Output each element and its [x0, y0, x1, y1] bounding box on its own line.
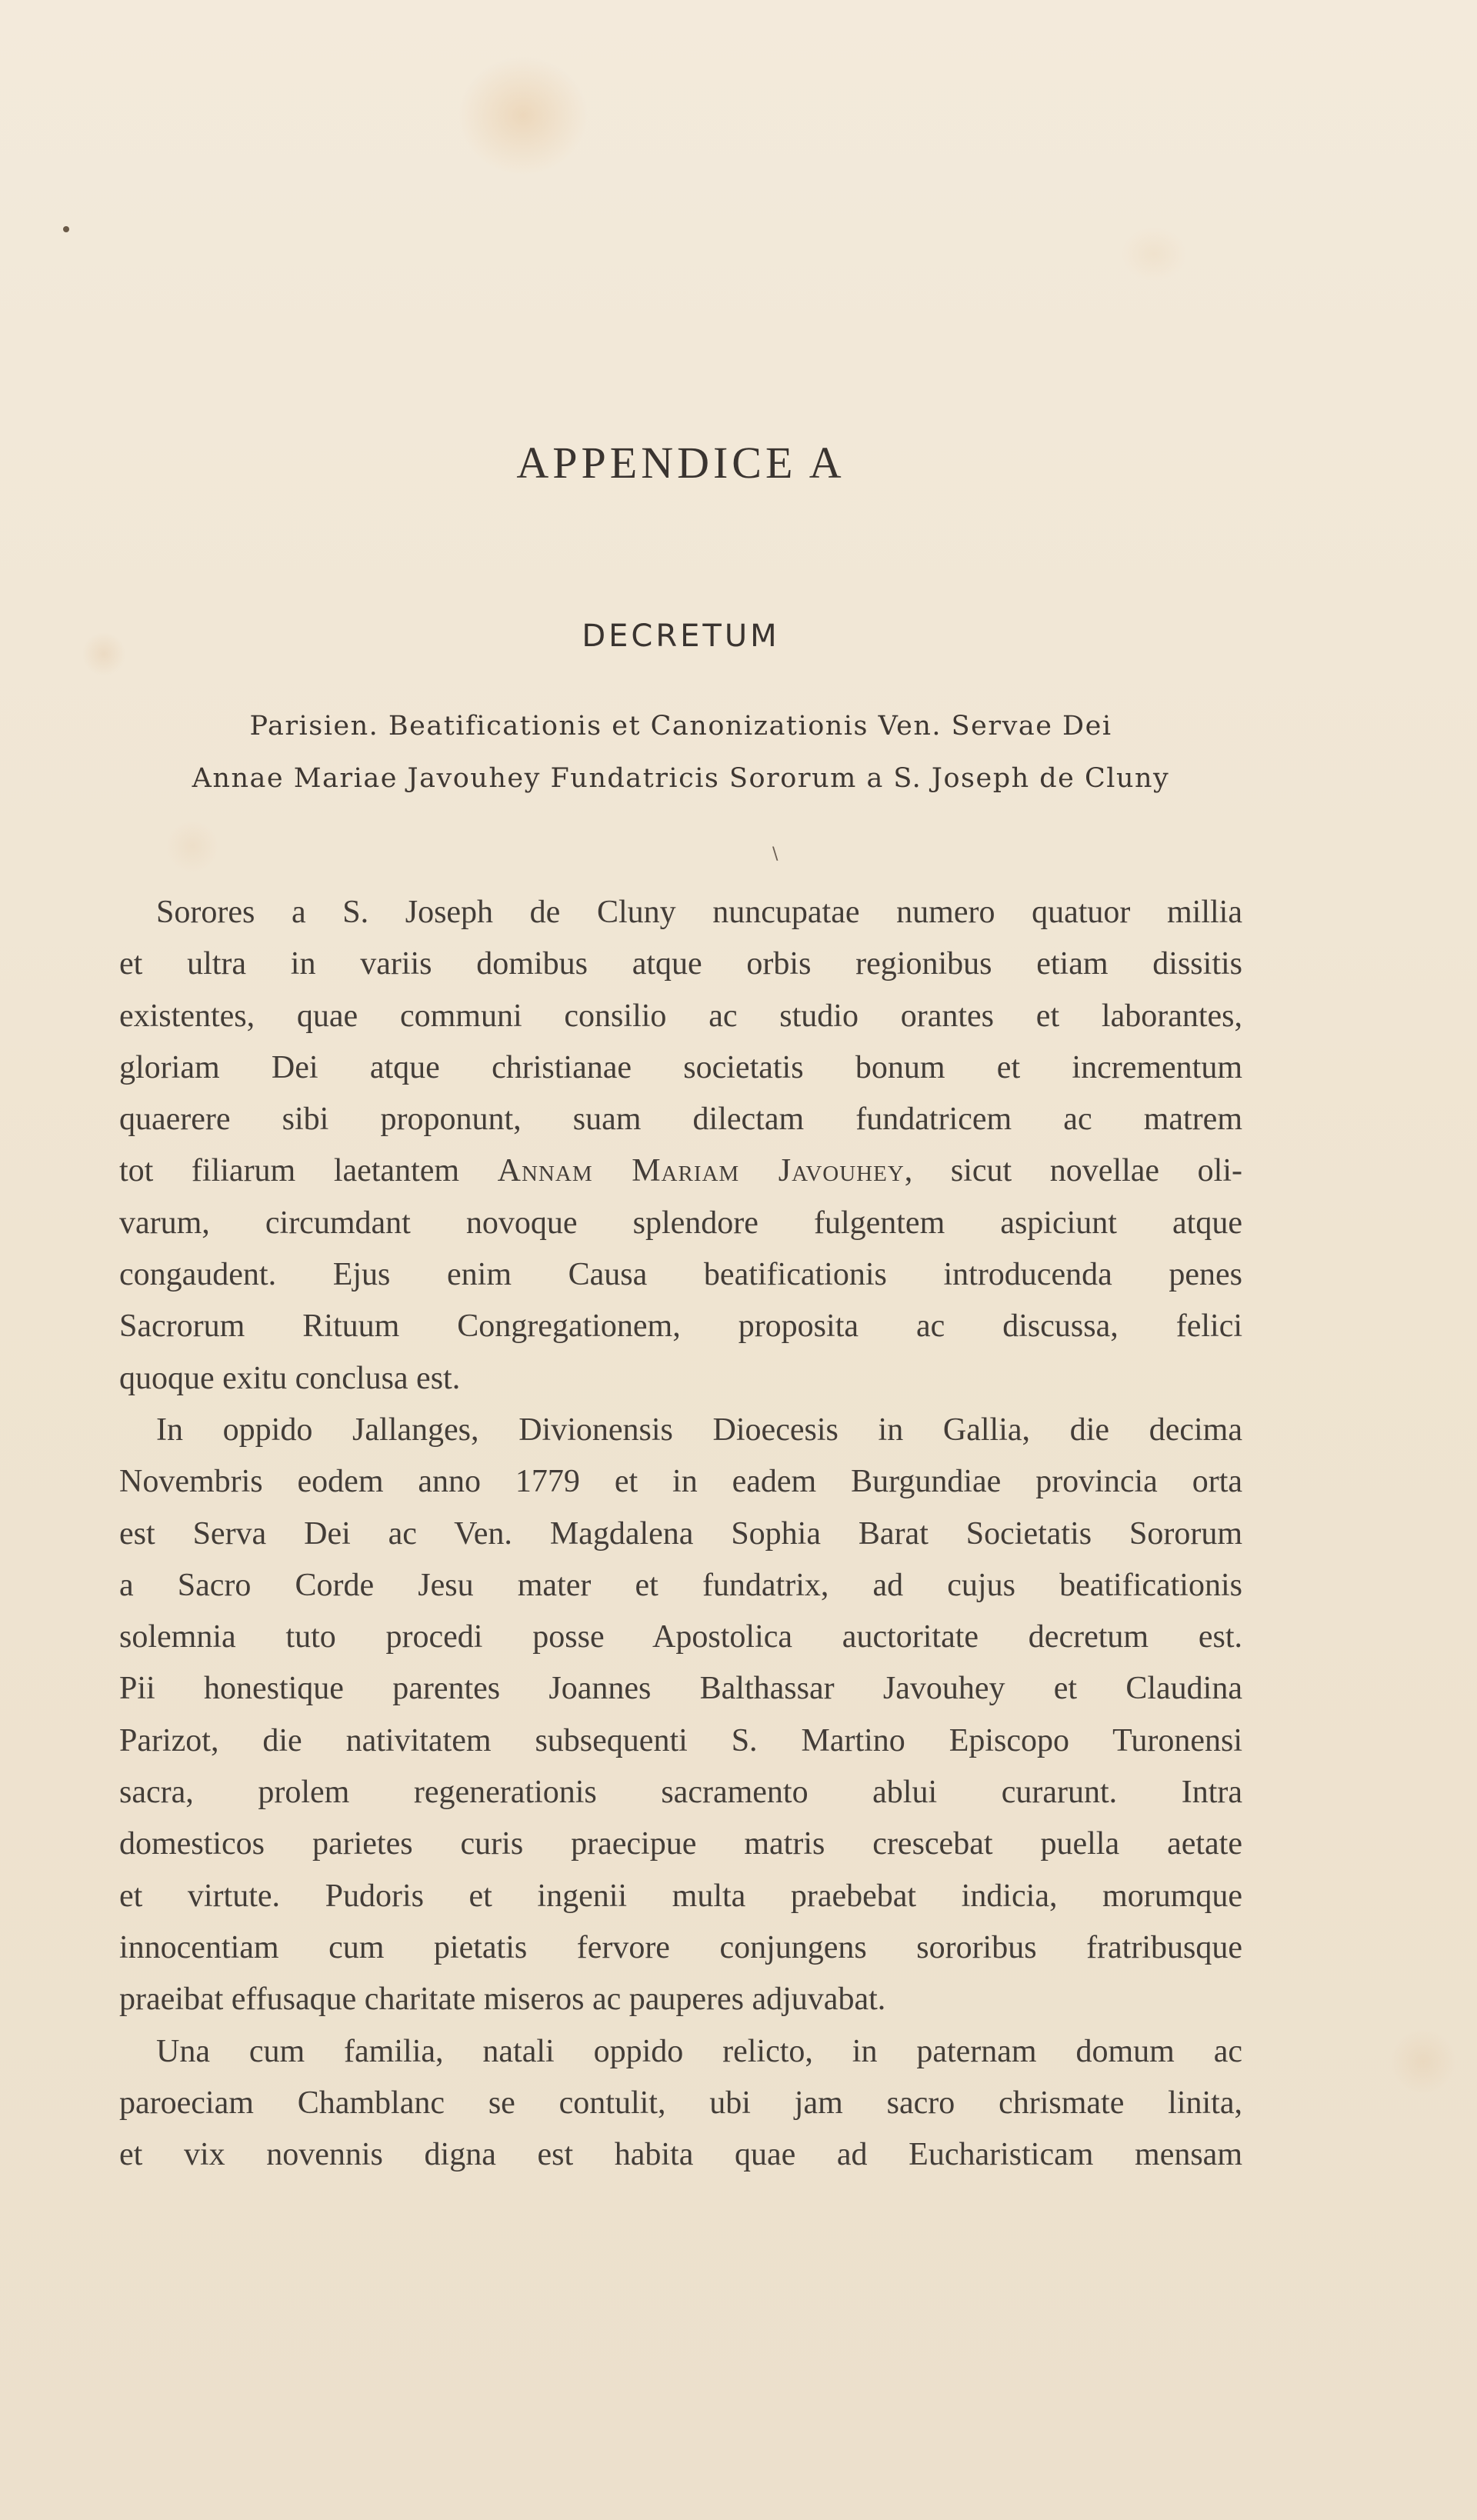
appendix-title: APPENDICE A	[516, 438, 845, 488]
text-line: domesticos parietes curis praecipue matris crescebat puella aetate	[119, 1826, 1242, 1862]
ink-speck	[63, 226, 69, 232]
text-line: paroeciam Chamblanc se contulit, ubi jam sacro chrismate linita,	[119, 2085, 1242, 2121]
text-line: sacra, prolem regenerationis sacramento ablui curarunt. Intra	[119, 1775, 1242, 1811]
text-line: In oppido Jallanges, Divionensis Dioecesis in Gallia, die decima	[156, 1412, 1242, 1448]
text-line: est Serva Dei ac Ven. Magdalena Sophia Barat Societatis Sororum	[119, 1515, 1242, 1552]
text-line: Sacrorum Rituum Congregationem, proposita ac discussa, felici	[119, 1308, 1242, 1345]
servant-name: Annam Mariam Javouhey	[497, 1153, 905, 1189]
text-line: Novembris eodem anno 1779 et in eadem Burgundiae provincia orta	[119, 1464, 1242, 1500]
text-line: existentes, quae communi consilio ac studio orantes et laborantes,	[119, 998, 1242, 1034]
decree-subtitle	[119, 700, 1242, 805]
text-line: quaerere sibi proponunt, suam dilectam fundatricem ac matrem	[119, 1102, 1242, 1138]
text-line: et virtute. Pudoris et ingenii multa praebebat indicia, morumque	[119, 1878, 1242, 1914]
subtitle-line: Annae Mariae Javouhey Fundatricis Sororum a S. Joseph de Cluny	[192, 763, 1170, 794]
decree-body	[119, 887, 1242, 2181]
separator-mark: \	[772, 845, 779, 864]
decretum-heading: DECRETUM	[582, 618, 780, 654]
text-line: Una cum familia, natali oppido relicto, in paternam domum ac	[156, 2033, 1242, 2069]
text-line: Parizot, die nativitatem subsequenti S. Martino Episcopo Turonensi	[119, 1722, 1242, 1758]
text-line: varum, circumdant novoque splendore fulgentem aspiciunt atque	[119, 1205, 1242, 1241]
text-fragment: , sicut novellae oli-	[904, 1153, 1242, 1189]
text-line: innocentiam cum pietatis fervore conjungens sororibus fratribusque	[119, 1929, 1242, 1965]
text-line: solemnia tuto procedi posse Apostolica auctoritate decretum est.	[119, 1619, 1242, 1655]
text-line: Pii honestique parentes Joannes Balthassar Javouhey et Claudina	[119, 1671, 1242, 1707]
text-line: et ultra in variis domibus atque orbis regionibus etiam dissitis	[119, 946, 1242, 982]
text-line: a Sacro Corde Jesu mater et fundatrix, ad cujus beatificationis	[119, 1567, 1242, 1603]
text-line: quoque exitu conclusa est.	[119, 1360, 461, 1396]
text-line	[119, 1145, 1242, 1197]
text-line: gloriam Dei atque christianae societatis bonum et incrementum	[119, 1049, 1242, 1085]
text-line: et vix novennis digna est habita quae ad Eucharisticam mensam	[119, 2137, 1242, 2173]
text-line: praeibat effusaque charitate miseros ac pauperes adjuvabat.	[119, 1982, 886, 2018]
subtitle-line: Parisien. Beatificationis et Canonizationis Ven. Servae Dei	[249, 711, 1112, 742]
text-fragment: tot filiarum laetantem	[119, 1153, 460, 1189]
text-line: Sorores a S. Joseph de Cluny nuncupatae numero quatuor millia	[156, 895, 1242, 930]
text-line: congaudent. Ejus enim Causa beatificationis introducenda penes	[119, 1257, 1242, 1293]
